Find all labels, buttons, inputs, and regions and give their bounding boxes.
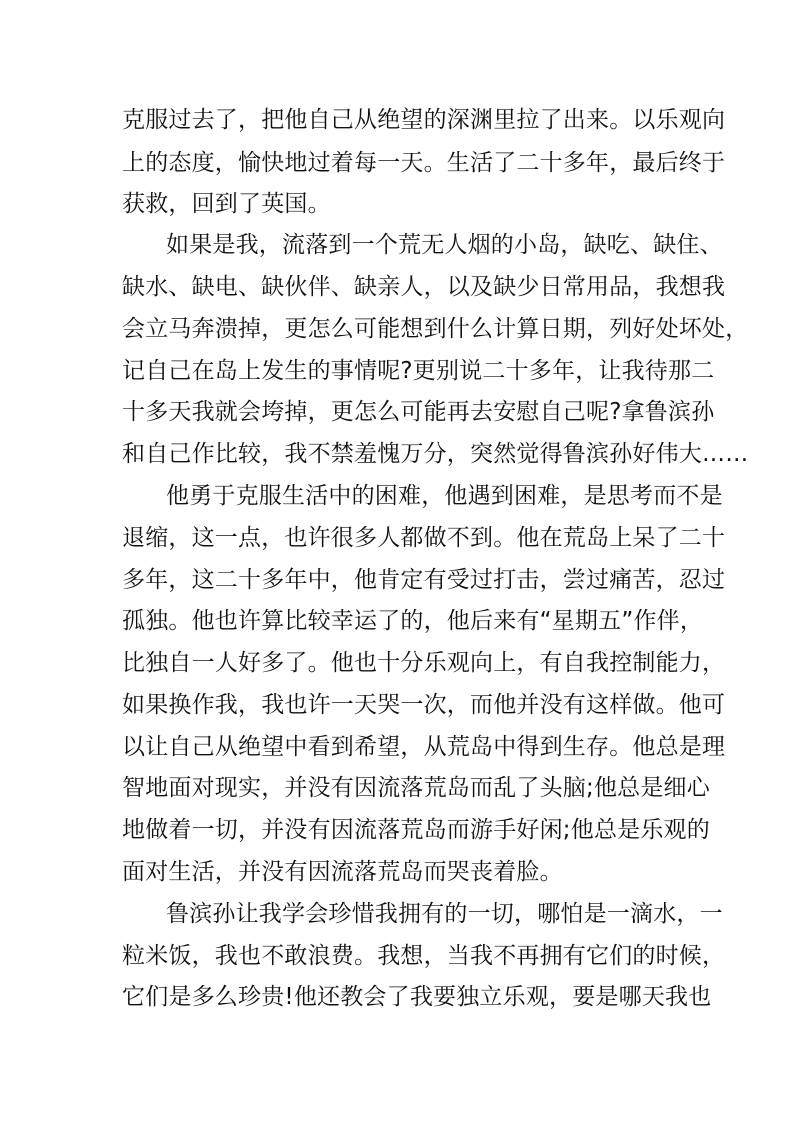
- text-line-17: 智地面对现实，并没有因流落荒岛而乱了头脑;他总是细心: [122, 775, 710, 801]
- text-line-8: 十多天我就会垮掉，更怎么可能再去安慰自己呢?拿鲁滨孙: [122, 399, 715, 425]
- text-line-15: 如果换作我，我也许一天哭一次，而他并没有这样做。他可: [122, 692, 726, 718]
- text-line-11: 退缩，这一点，也许很多人都做不到。他在荒岛上呆了二十: [122, 525, 726, 551]
- text-line-2: 上的态度，愉快地过着每一天。生活了二十多年，最后终于: [122, 150, 726, 176]
- text-line-13: 孤独。他也许算比较幸运了的，他后来有“星期五”作伴，: [122, 608, 704, 634]
- text-line-21: 粒米饭，我也不敢浪费。我想，当我不再拥有它们的时候，: [122, 943, 726, 969]
- text-line-14: 比独自一人好多了。他也十分乐观向上，有自我控制能力，: [122, 650, 726, 676]
- text-line-10: 他勇于克服生活中的困难，他遇到困难，是思考而不是: [166, 483, 723, 509]
- text-line-6: 会立马奔溃掉，更怎么可能想到什么计算日期，列好处坏处，: [122, 316, 749, 342]
- text-line-9: 和自己作比较，我不禁羞愧万分，突然觉得鲁滨孙好伟大……: [122, 441, 749, 467]
- text-line-19: 面对生活，并没有因流落荒岛而哭丧着脸。: [122, 859, 563, 885]
- text-line-22: 它们是多么珍贵!他还教会了我要独立乐观，要是哪天我也: [122, 984, 712, 1010]
- text-line-4: 如果是我，流落到一个荒无人烟的小岛，缺吃、缺住、: [166, 232, 723, 258]
- text-line-20: 鲁滨孙让我学会珍惜我拥有的一切，哪怕是一滴水，一: [166, 901, 723, 927]
- text-line-5: 缺水、缺电、缺伙伴、缺亲人，以及缺少日常用品，我想我: [122, 274, 726, 300]
- text-line-18: 地做着一切，并没有因流落荒岛而游手好闲;他总是乐观的: [122, 817, 710, 843]
- text-line-7: 记自己在岛上发生的事情呢?更别说二十多年，让我待那二: [122, 358, 715, 384]
- text-line-12: 多年，这二十多年中，他肯定有受过打击，尝过痛苦，忍过: [122, 567, 726, 593]
- text-line-3: 获救，回到了英国。: [122, 191, 331, 217]
- text-line-16: 以让自己从绝望中看到希望，从荒岛中得到生存。他总是理: [122, 734, 726, 760]
- text-line-1: 克服过去了，把他自己从绝望的深渊里拉了出来。以乐观向: [122, 107, 726, 133]
